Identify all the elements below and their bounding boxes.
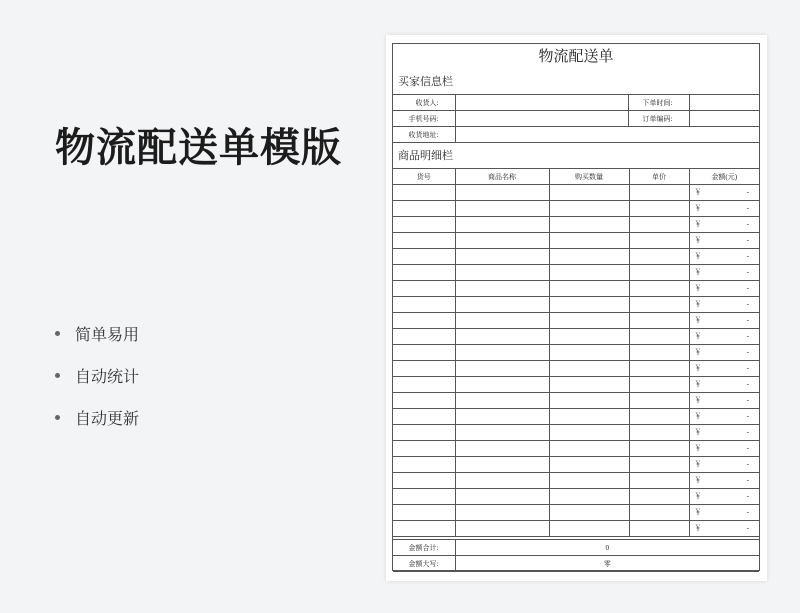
currency-symbol: ￥ [694, 316, 702, 324]
form-frame [392, 43, 760, 571]
goods-cell[interactable] [549, 441, 629, 457]
amount-cell [689, 345, 759, 361]
currency-symbol: ￥ [694, 444, 702, 452]
goods-cell[interactable] [629, 473, 689, 489]
column-header: 购买数量 [549, 169, 629, 185]
goods-row [393, 265, 759, 281]
goods-cell[interactable] [629, 425, 689, 441]
uppercase-label: 金额大写: [393, 556, 455, 572]
amount-cell [689, 409, 759, 425]
amount-cell [689, 185, 759, 201]
goods-row [393, 201, 759, 217]
feature-item [55, 312, 139, 354]
goods-cell[interactable] [393, 185, 455, 201]
goods-cell[interactable] [549, 377, 629, 393]
goods-cell[interactable] [629, 393, 689, 409]
amount-value: - [746, 412, 749, 420]
goods-cell[interactable] [455, 505, 549, 521]
goods-cell[interactable] [455, 489, 549, 505]
goods-header-row [393, 169, 759, 185]
form-preview [386, 35, 767, 581]
amount-value: - [746, 348, 749, 356]
goods-cell[interactable] [549, 457, 629, 473]
order-no-label: 订单编码: [628, 111, 689, 127]
goods-cell[interactable] [549, 489, 629, 505]
goods-row [393, 297, 759, 313]
goods-cell[interactable] [393, 345, 455, 361]
goods-row [393, 217, 759, 233]
amount-value: - [746, 268, 749, 276]
amount-cell [689, 377, 759, 393]
goods-cell[interactable] [629, 521, 689, 537]
goods-cell[interactable] [455, 393, 549, 409]
goods-cell[interactable] [549, 297, 629, 313]
bullet-icon [55, 415, 60, 420]
goods-cell[interactable] [393, 201, 455, 217]
goods-row [393, 425, 759, 441]
currency-symbol: ￥ [694, 460, 702, 468]
goods-row [393, 473, 759, 489]
goods-cell[interactable] [549, 425, 629, 441]
amount-cell [689, 489, 759, 505]
currency-symbol: ￥ [694, 428, 702, 436]
goods-row [393, 361, 759, 377]
amount-cell [689, 233, 759, 249]
bullet-icon [55, 373, 60, 378]
goods-row [393, 329, 759, 345]
goods-cell[interactable] [549, 217, 629, 233]
goods-cell[interactable] [629, 249, 689, 265]
goods-cell[interactable] [549, 233, 629, 249]
amount-value: - [746, 508, 749, 516]
goods-cell[interactable] [629, 281, 689, 297]
buyer-section-title: 买家信息栏 [398, 76, 453, 88]
amount-value: - [746, 396, 749, 404]
currency-symbol: ￥ [694, 204, 702, 212]
goods-cell[interactable] [455, 217, 549, 233]
goods-cell[interactable] [393, 377, 455, 393]
goods-cell[interactable] [455, 377, 549, 393]
goods-cell[interactable] [393, 233, 455, 249]
amount-value: - [746, 300, 749, 308]
goods-cell[interactable] [455, 249, 549, 265]
goods-table [393, 168, 759, 537]
goods-cell[interactable] [455, 297, 549, 313]
feature-label: 简单易用 [75, 326, 140, 344]
goods-cell[interactable] [455, 201, 549, 217]
amount-cell [689, 361, 759, 377]
goods-cell[interactable] [393, 505, 455, 521]
goods-cell[interactable] [455, 265, 549, 281]
goods-section-title: 商品明细栏 [398, 150, 453, 162]
goods-cell[interactable] [393, 489, 455, 505]
goods-row [393, 345, 759, 361]
goods-cell[interactable] [629, 265, 689, 281]
amount-cell [689, 457, 759, 473]
amount-cell [689, 393, 759, 409]
goods-cell[interactable] [549, 409, 629, 425]
goods-cell[interactable] [393, 329, 455, 345]
goods-cell[interactable] [455, 457, 549, 473]
currency-symbol: ￥ [694, 220, 702, 228]
order-time-label: 下单时间: [628, 95, 689, 111]
goods-cell[interactable] [393, 521, 455, 537]
currency-symbol: ￥ [694, 300, 702, 308]
goods-cell[interactable] [455, 313, 549, 329]
totals-table [393, 539, 759, 572]
feature-list [55, 312, 139, 438]
currency-symbol: ￥ [694, 412, 702, 420]
goods-cell[interactable] [393, 281, 455, 297]
goods-cell[interactable] [549, 521, 629, 537]
goods-cell[interactable] [629, 457, 689, 473]
goods-row [393, 313, 759, 329]
goods-cell[interactable] [549, 505, 629, 521]
phone-label: 手机号码: [393, 111, 455, 127]
goods-cell[interactable] [629, 185, 689, 201]
goods-cell[interactable] [455, 521, 549, 537]
goods-cell[interactable] [393, 409, 455, 425]
amount-cell [689, 441, 759, 457]
goods-cell[interactable] [629, 409, 689, 425]
order-no-field[interactable] [689, 111, 759, 127]
amount-cell [689, 521, 759, 537]
goods-cell[interactable] [393, 425, 455, 441]
buyer-info-table [393, 94, 759, 143]
goods-cell[interactable] [393, 265, 455, 281]
currency-symbol: ￥ [694, 364, 702, 372]
goods-cell[interactable] [455, 361, 549, 377]
goods-cell[interactable] [549, 473, 629, 489]
amount-value: - [746, 316, 749, 324]
goods-row [393, 505, 759, 521]
goods-cell[interactable] [549, 329, 629, 345]
amount-value: - [746, 476, 749, 484]
amount-cell [689, 265, 759, 281]
order-time-field[interactable] [689, 95, 759, 111]
column-header: 货号 [393, 169, 455, 185]
goods-row [393, 521, 759, 537]
column-header: 商品名称 [455, 169, 549, 185]
currency-symbol: ￥ [694, 332, 702, 340]
amount-value: - [746, 444, 749, 452]
goods-cell[interactable] [629, 505, 689, 521]
goods-cell[interactable] [393, 473, 455, 489]
goods-row [393, 457, 759, 473]
currency-symbol: ￥ [694, 268, 702, 276]
currency-symbol: ￥ [694, 524, 702, 532]
amount-value: - [746, 332, 749, 340]
goods-cell[interactable] [455, 441, 549, 457]
goods-row [393, 233, 759, 249]
goods-cell[interactable] [455, 473, 549, 489]
goods-cell[interactable] [549, 393, 629, 409]
goods-row [393, 185, 759, 201]
receiver-field[interactable] [455, 95, 628, 111]
amount-value: - [746, 252, 749, 260]
goods-cell[interactable] [549, 361, 629, 377]
goods-cell[interactable] [393, 313, 455, 329]
amount-cell [689, 425, 759, 441]
goods-cell[interactable] [549, 313, 629, 329]
feature-label: 自动更新 [75, 410, 140, 428]
uppercase-value: 零 [455, 556, 759, 572]
amount-value: - [746, 220, 749, 228]
goods-cell[interactable] [629, 441, 689, 457]
currency-symbol: ￥ [694, 492, 702, 500]
goods-cell[interactable] [629, 297, 689, 313]
amount-cell [689, 473, 759, 489]
goods-row [393, 441, 759, 457]
goods-cell[interactable] [455, 281, 549, 297]
phone-field[interactable] [455, 111, 628, 127]
goods-cell[interactable] [549, 185, 629, 201]
amount-value: - [746, 460, 749, 468]
goods-row [393, 393, 759, 409]
feature-item [55, 396, 139, 438]
goods-cell[interactable] [629, 345, 689, 361]
goods-cell[interactable] [629, 361, 689, 377]
currency-symbol: ￥ [694, 508, 702, 516]
currency-symbol: ￥ [694, 188, 702, 196]
amount-value: - [746, 188, 749, 196]
goods-cell[interactable] [629, 201, 689, 217]
goods-cell[interactable] [549, 265, 629, 281]
currency-symbol: ￥ [694, 348, 702, 356]
currency-symbol: ￥ [694, 396, 702, 404]
amount-cell [689, 505, 759, 521]
amount-cell [689, 201, 759, 217]
form-title: 物流配送单 [538, 49, 614, 65]
goods-cell[interactable] [629, 217, 689, 233]
currency-symbol: ￥ [694, 284, 702, 292]
column-header: 金额(元) [689, 169, 759, 185]
goods-cell[interactable] [393, 249, 455, 265]
address-field[interactable] [455, 127, 759, 143]
goods-cell[interactable] [393, 361, 455, 377]
feature-label: 自动统计 [75, 368, 140, 386]
goods-cell[interactable] [393, 217, 455, 233]
goods-cell[interactable] [393, 297, 455, 313]
address-label: 收货地址: [393, 127, 455, 143]
feature-item [55, 354, 139, 396]
goods-row [393, 281, 759, 297]
currency-symbol: ￥ [694, 476, 702, 484]
amount-cell [689, 313, 759, 329]
amount-value: - [746, 524, 749, 532]
goods-row [393, 249, 759, 265]
goods-row [393, 409, 759, 425]
amount-cell [689, 329, 759, 345]
goods-cell[interactable] [455, 329, 549, 345]
goods-cell[interactable] [455, 409, 549, 425]
goods-row [393, 489, 759, 505]
bullet-icon [55, 331, 60, 336]
goods-cell[interactable] [455, 425, 549, 441]
goods-cell[interactable] [549, 345, 629, 361]
goods-cell[interactable] [629, 313, 689, 329]
total-value: 0 [455, 540, 759, 556]
goods-cell[interactable] [629, 329, 689, 345]
amount-value: - [746, 204, 749, 212]
receiver-label: 收货人: [393, 95, 455, 111]
goods-cell[interactable] [455, 185, 549, 201]
goods-cell[interactable] [455, 233, 549, 249]
promo-title: 物流配送单模版 [55, 126, 342, 170]
amount-cell [689, 249, 759, 265]
goods-cell[interactable] [549, 281, 629, 297]
goods-cell[interactable] [549, 201, 629, 217]
currency-symbol: ￥ [694, 252, 702, 260]
amount-cell [689, 297, 759, 313]
currency-symbol: ￥ [694, 380, 702, 388]
amount-value: - [746, 236, 749, 244]
amount-value: - [746, 380, 749, 388]
goods-cell[interactable] [549, 249, 629, 265]
goods-cell[interactable] [455, 345, 549, 361]
goods-cell[interactable] [629, 377, 689, 393]
total-label: 金额合计: [393, 540, 455, 556]
goods-cell[interactable] [393, 457, 455, 473]
column-header: 单价 [629, 169, 689, 185]
amount-value: - [746, 364, 749, 372]
amount-value: - [746, 284, 749, 292]
goods-row [393, 377, 759, 393]
amount-cell [689, 281, 759, 297]
goods-cell[interactable] [393, 393, 455, 409]
goods-cell[interactable] [629, 233, 689, 249]
amount-value: - [746, 492, 749, 500]
amount-cell [689, 217, 759, 233]
goods-cell[interactable] [629, 489, 689, 505]
amount-value: - [746, 428, 749, 436]
currency-symbol: ￥ [694, 236, 702, 244]
goods-cell[interactable] [393, 441, 455, 457]
